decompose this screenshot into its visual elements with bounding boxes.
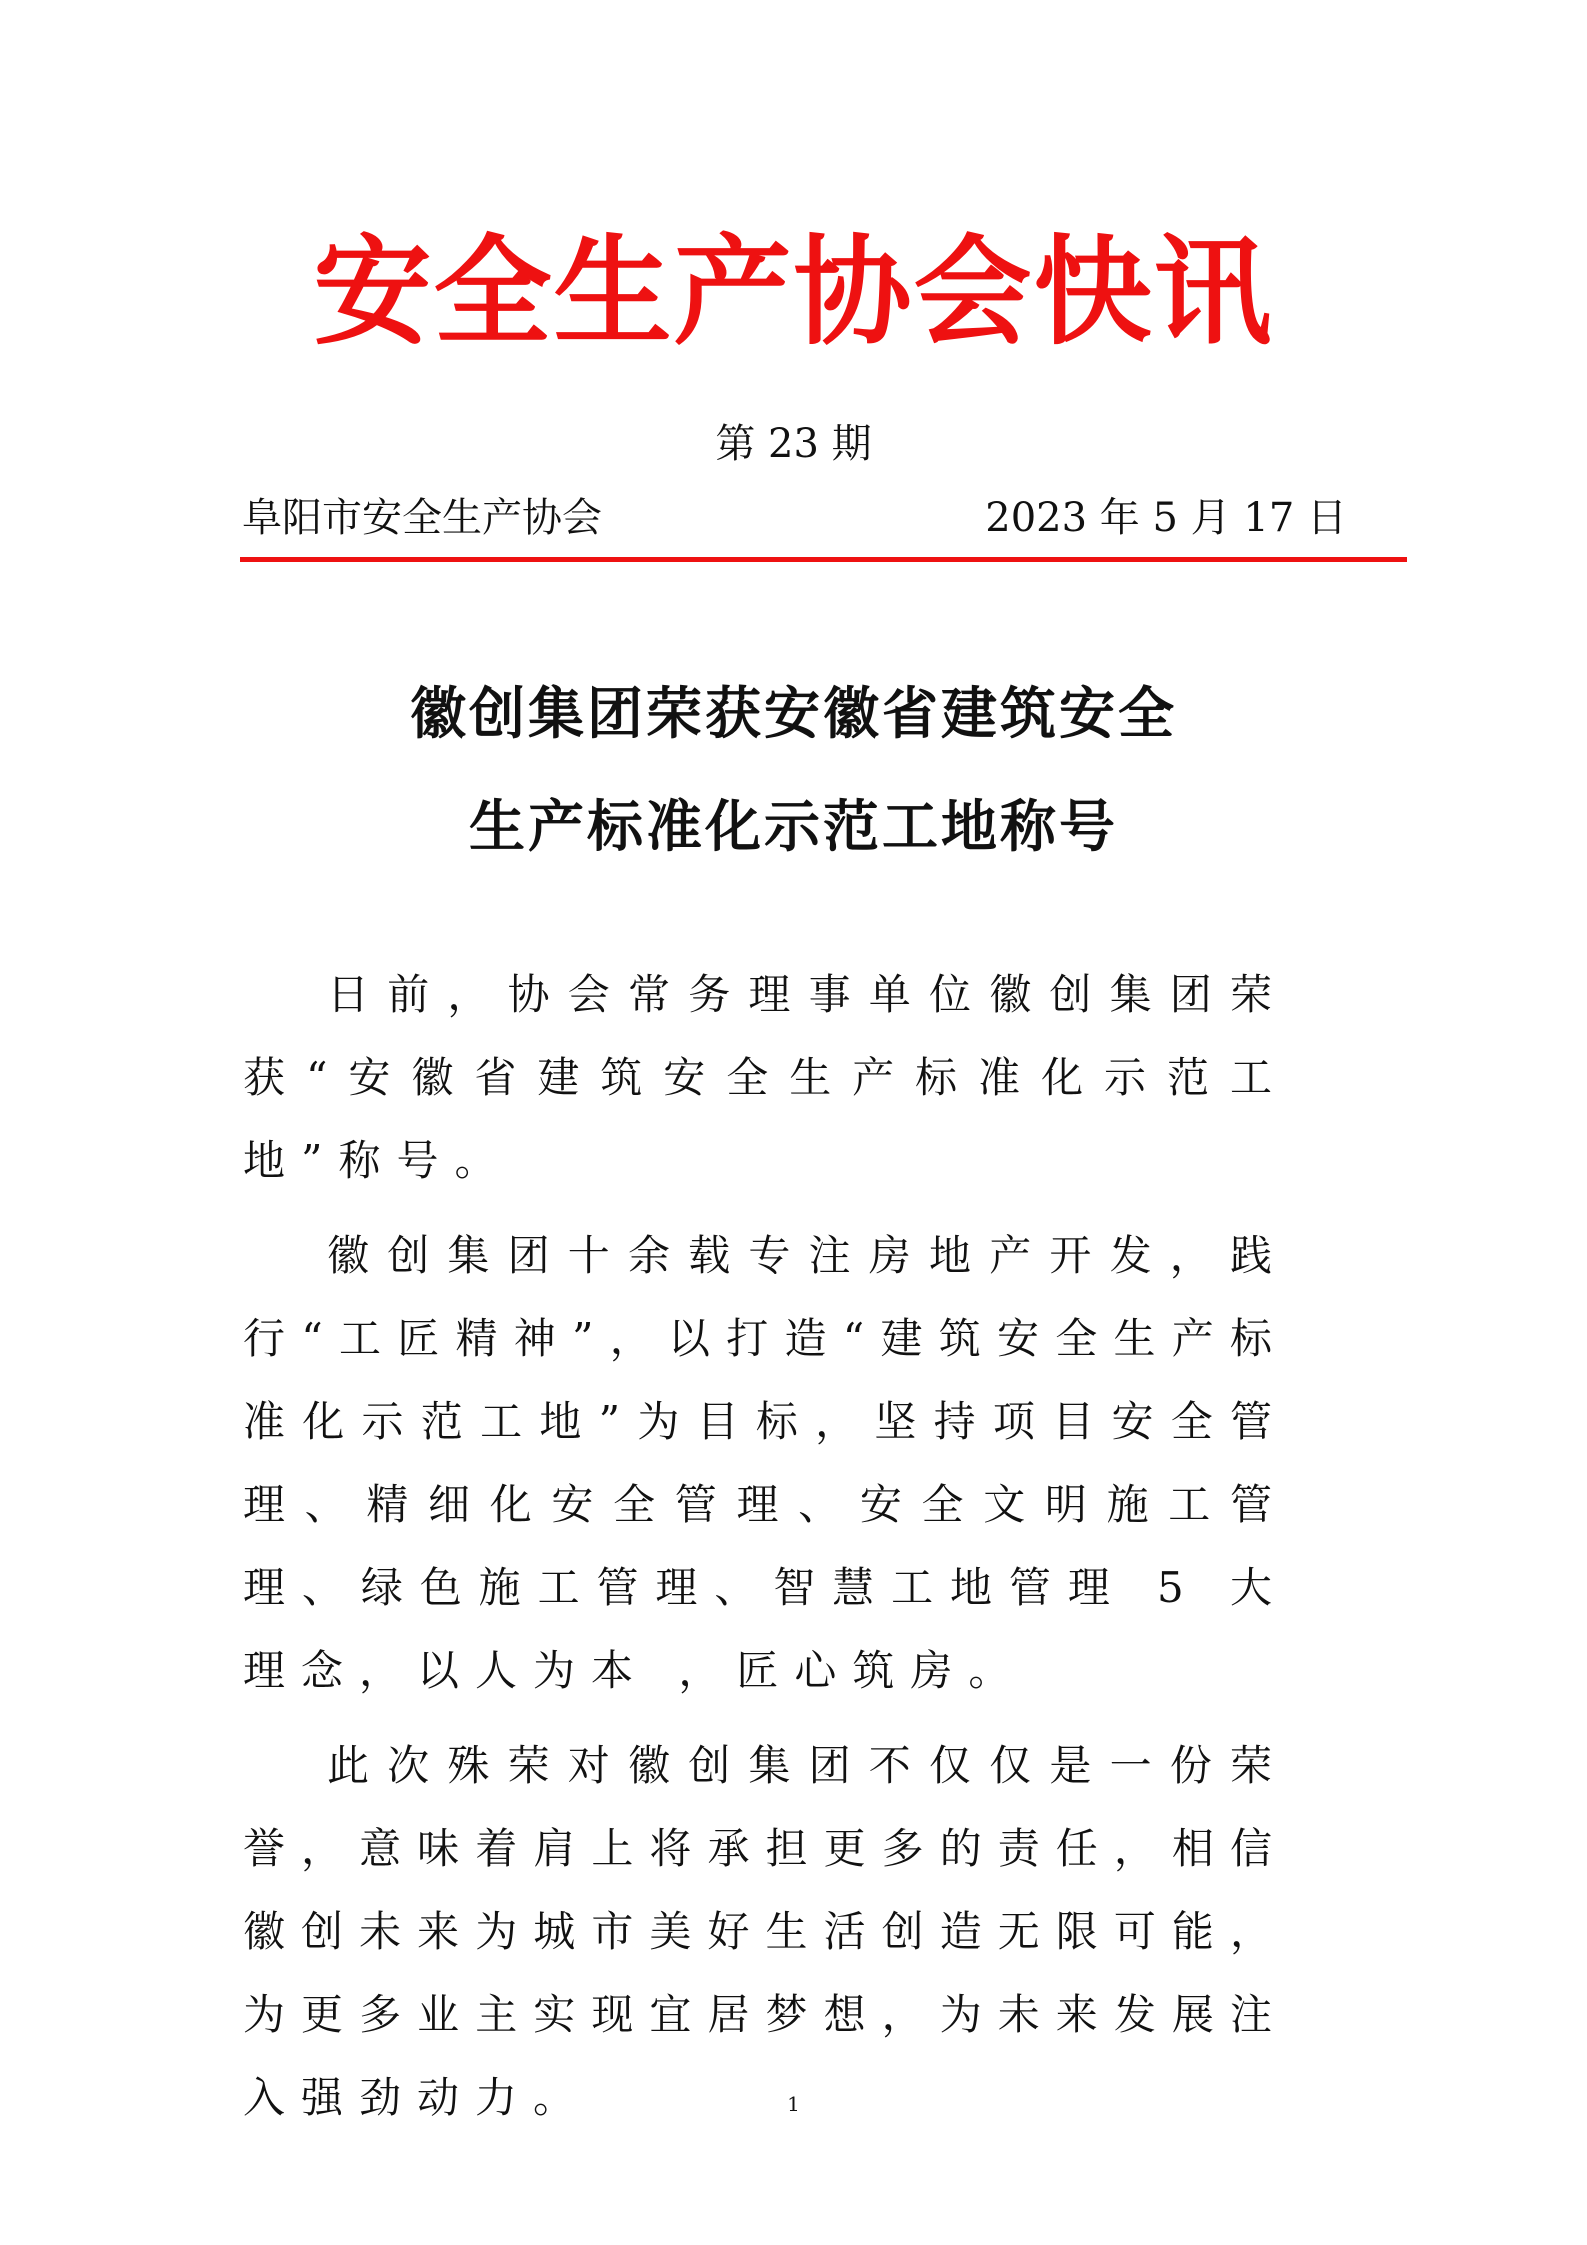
masthead-title: 安全生产协会快讯: [313, 223, 1274, 361]
article-headline-line-2: 生产标准化示范工地称号: [469, 795, 1118, 860]
publish-date: 2023 年 5 月 17 日: [985, 495, 1347, 541]
article-paragraph-2: 徽创集团十余载专注房地产开发，践行“工匠精神”，以打造“建筑安全生产标准化示范工地”为目标，坚持项目安全管理、精细化安全管理、安全文明施工管理、绿色施工管理、智慧工地管理 5 大理念，以人为本 ，匠心筑房。: [243, 1231, 1288, 1695]
article-body: [243, 953, 1288, 2151]
issue-number: 第 23 期: [715, 421, 872, 467]
meta-row: [242, 490, 1347, 546]
page-number: 1: [787, 2092, 800, 2116]
article-paragraph-3: 此次殊荣对徽创集团不仅仅是一份荣誉，意味着肩上将承担更多的责任，相信徽创未来为城市美好生活创造无限可能，为更多业主实现宜居梦想，为未来发展注入强劲动力。: [243, 1741, 1288, 2122]
header-divider: [240, 557, 1407, 562]
publisher-name: 阜阳市安全生产协会: [242, 495, 602, 541]
article-paragraph-1: 日前，协会常务理事单位徽创集团荣获“安徽省建筑安全生产标准化示范工地”称号。: [243, 970, 1288, 1185]
article-headline-line-1: 徽创集团荣获安徽省建筑安全: [410, 682, 1177, 747]
